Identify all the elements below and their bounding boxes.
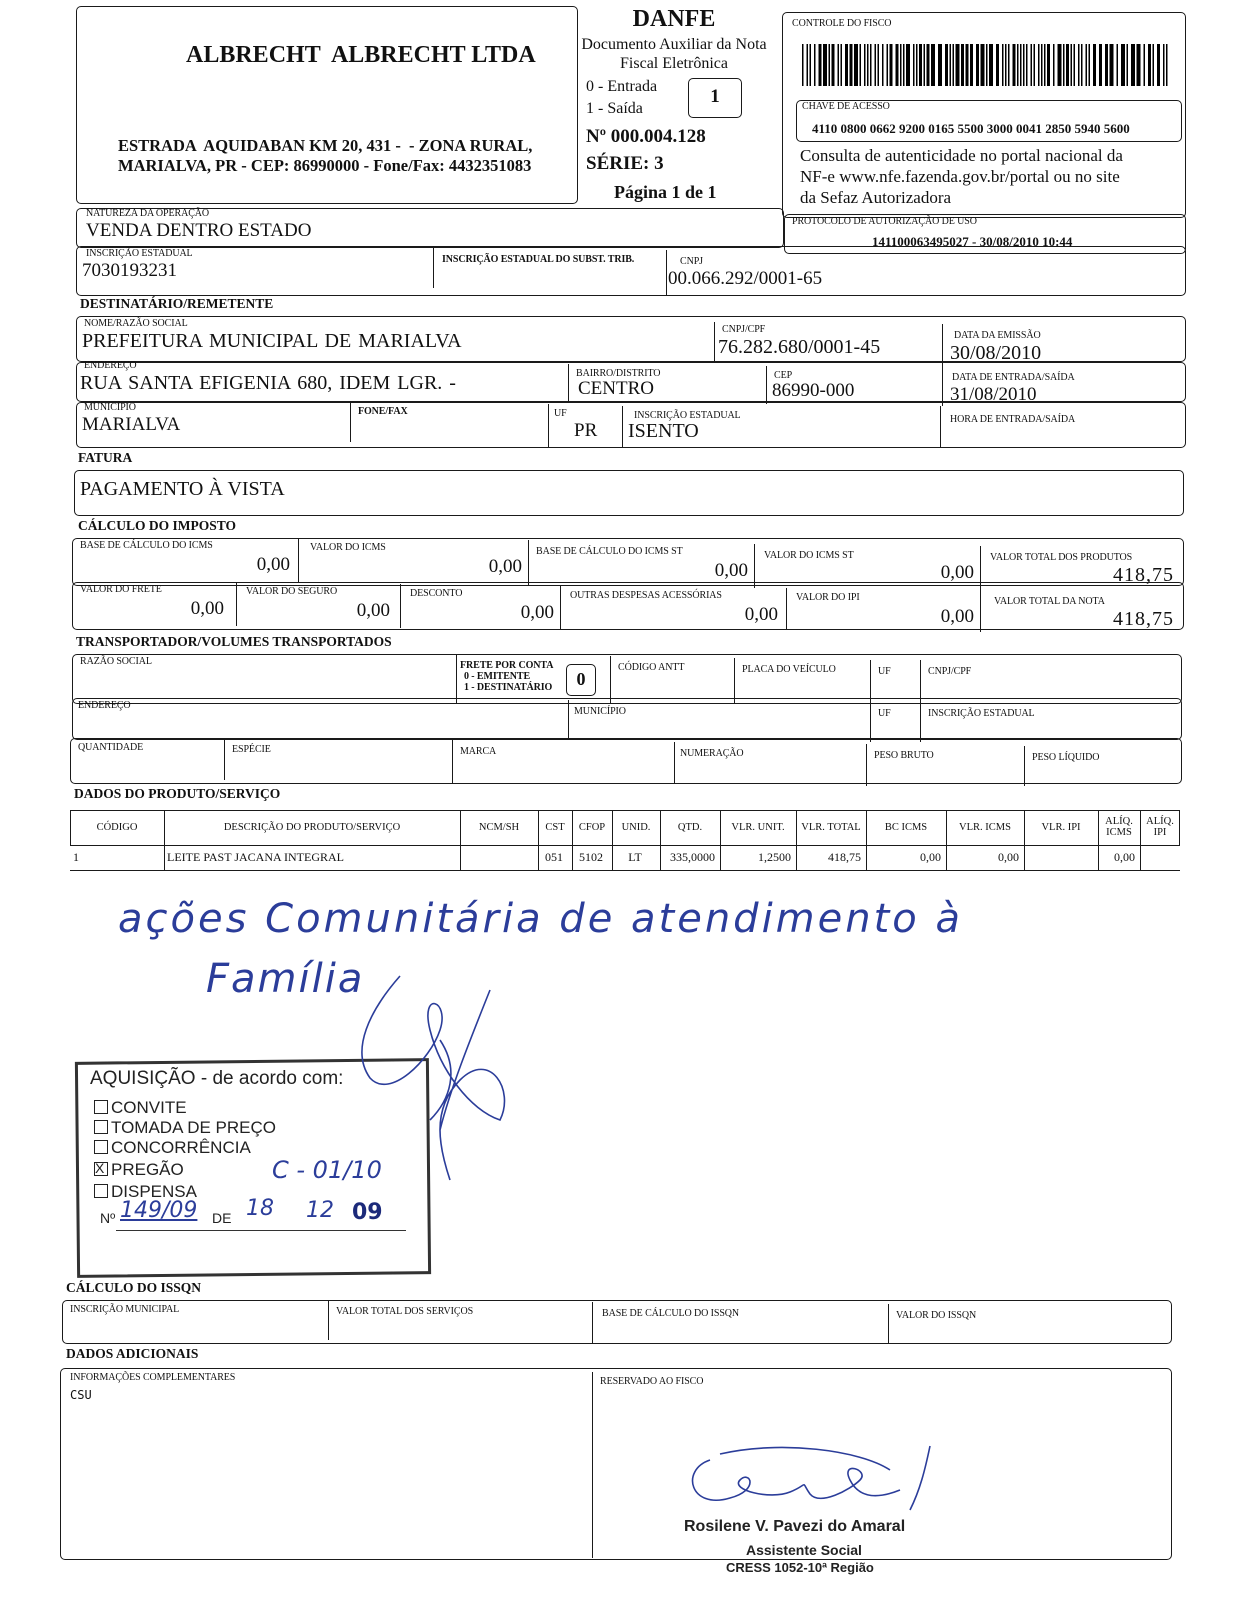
destinatario-title: DESTINATÁRIO/REMETENTE [80,296,274,311]
barcode-bar [1099,44,1102,86]
nota-numero: Nº 000.004.128 [586,126,706,147]
transp-placa-label: PLACA DO VEÍCULO [742,664,836,675]
barcode-bar [1020,44,1022,86]
transp-frete-label-1: FRETE POR CONTA [460,660,554,671]
issqn-div2 [592,1302,593,1344]
ie-divider-2 [666,250,667,296]
dest-nome-label: NOME/RAZÃO SOCIAL [84,318,188,329]
outras-value: 0,00 [744,604,778,625]
barcode-bar [1031,44,1033,86]
signer-role: Assistente Social [746,1542,862,1558]
produtos-cell: 335,0000 [670,850,715,864]
barcode-bar [1005,44,1007,86]
barcode-bar [860,44,862,86]
consulta-line2: NF-e www.nfe.fazenda.gov.br/portal ou no site [800,167,1120,186]
barcode-bar [1002,44,1004,86]
barcode-bar [1144,44,1146,86]
dest-fone-label: FONE/FAX [358,406,408,417]
produtos-column-header: VLR. UNIT. [731,822,785,833]
natureza-value: VENDA DENTRO ESTADO [86,220,312,241]
produtos-cell: 051 [545,850,563,864]
company-address-line2: MARIALVA, PR - CEP: 86990000 - Fone/Fax: 4432351083 [118,156,532,175]
issqn-im-label: INSCRIÇÃO MUNICIPAL [70,1304,180,1315]
adicionais-box [60,1368,1172,1560]
produtos-column-header: UNID. [621,822,651,833]
imp-r1-div2 [528,540,529,586]
tipo-value: 1 [710,86,720,107]
consulta-line1: Consulta de autenticidade no portal nacional da [800,146,1123,165]
barcode-bar [1044,44,1046,86]
consulta-line3: da Sefaz Autorizadora [800,188,952,207]
tipo-saida: 1 - Saída [586,100,643,117]
checkbox-pregao-checked [94,1162,108,1176]
barcode-bar [810,44,812,86]
dest-entrada-saida-value: 31/08/2010 [950,384,1037,405]
barcode-bar [875,44,877,86]
transp-especie-label: ESPÉCIE [232,744,271,755]
transp-frete-label-3: 1 - DESTINATÁRIO [464,682,553,693]
dest-r1-div2 [942,324,943,366]
company-address-line1: ESTRADA AQUIDABAN KM 20, 431 - - ZONA RURAL, [118,136,533,155]
checkbox-convite [94,1100,108,1114]
issqn-valor-label: VALOR DO ISSQN [896,1310,977,1321]
valor-icms-value: 0,00 [488,556,522,577]
valor-icms-st-value: 0,00 [940,562,974,583]
fisco-label: RESERVADO AO FISCO [600,1376,704,1387]
tipo-entrada: 0 - Entrada [586,78,658,95]
barcode-bar [1131,44,1135,86]
desconto-value: 0,00 [520,602,554,623]
transportador-title: TRANSPORTADOR/VOLUMES TRANSPORTADOS [76,634,392,649]
barcode-bar [945,44,948,86]
valor-icms-label: VALOR DO ICMS [310,542,386,553]
dest-r3-div4 [940,406,941,448]
produtos-cell: 0,00 [1114,850,1135,864]
emitente-cnpj-label: CNPJ [680,256,703,267]
transp-row2 [72,698,1182,740]
total-nota-label: VALOR TOTAL DA NOTA [994,596,1105,607]
barcode-bar [1127,44,1129,86]
dest-r1-div1 [714,322,715,362]
barcode-bar [1117,44,1119,86]
issqn-base-label: BASE DE CÁLCULO DO ISSQN [602,1308,740,1319]
stamp-no-label: Nº [100,1210,116,1226]
barcode-bar [1071,44,1073,86]
protocolo-label: PROTOCOLO DE AUTORIZAÇÃO DE USO [792,216,977,227]
dest-ie-value: ISENTO [628,420,699,442]
barcode-bar [916,44,918,86]
barcode-bar [981,44,985,86]
produtos-column-header: CÓDIGO [96,822,138,833]
transp-cnpj-label: CNPJ/CPF [928,666,972,677]
chave-value: 4110 0800 0662 9200 0165 5500 3000 0041 2850 5940 5600 [812,121,1130,136]
dest-r2-div2 [766,366,767,404]
produtos-column-header: BC ICMS [884,822,928,833]
produtos-col-divider [612,810,613,870]
barcode-bar [823,44,827,86]
barcode-bar [900,44,902,86]
produtos-col-divider [1024,810,1025,870]
imp-r2-div2 [400,584,401,628]
produtos-col-divider [946,810,947,870]
produtos-col-divider [538,810,539,870]
issqn-div3 [888,1304,889,1344]
barcode-bar [807,44,809,86]
barcode-bar [896,44,899,86]
produtos-cell: 0,00 [920,850,941,864]
info-value: CSU [70,1388,92,1402]
imp-r2-div1 [236,582,237,626]
transp-municipio-label: MUNICÍPIO [574,706,626,717]
checkbox-tomada [94,1120,108,1134]
barcode-bar [1047,44,1050,86]
transp-razao-label: RAZÃO SOCIAL [80,656,152,667]
danfe-title: DANFE [632,6,716,32]
total-produtos-value: 418,75 [1113,564,1174,586]
barcode-bar [1008,44,1010,86]
dest-r2-div1 [568,364,569,402]
signer-name: Rosilene V. Pavezi do Amaral [684,1518,906,1535]
barcode-bar [838,44,840,86]
dest-cep-value: 86990-000 [772,380,855,401]
base-icms-value: 0,00 [256,554,290,575]
barcode-bar [919,44,922,86]
barcode-bar [976,44,979,86]
barcode-bar [1066,44,1069,86]
tr-r2-div1 [568,700,569,740]
dest-r2-div3 [942,366,943,406]
barcode-bar [950,44,952,86]
barcode-bar [1038,44,1040,86]
barcode-bar [961,44,964,86]
transp-ie-label: INSCRIÇÃO ESTADUAL [928,708,1035,719]
controle-fisco-label: CONTROLE DO FISCO [792,18,892,29]
ipi-label: VALOR DO IPI [796,592,860,603]
tr-r1-div1 [456,654,457,704]
barcode [802,44,1172,86]
dest-municipio-value: MARIALVA [82,414,181,435]
adicionais-div [592,1372,593,1558]
barcode-bar [1017,44,1019,86]
handwritten-stamp-year: 09 [352,1200,383,1225]
total-nota-value: 418,75 [1113,608,1174,630]
handwritten-signature-2 [680,1440,960,1520]
dest-nome-value: PREFEITURA MUNICIPAL DE MARIALVA [82,330,462,352]
nota-serie: SÉRIE: 3 [586,153,664,174]
transp-antt-label: CÓDIGO ANTT [618,662,685,673]
barcode-bar [1058,44,1062,86]
chave-label: CHAVE DE ACESSO [802,101,890,112]
barcode-bar [819,44,822,86]
produtos-col-divider [866,810,867,870]
checkbox-dispensa [94,1184,108,1198]
barcode-bar [802,44,804,86]
barcode-bar [966,44,969,86]
barcode-bar [1034,44,1036,86]
imp-r2-div3 [560,586,561,630]
outras-label: OUTRAS DESPESAS ACESSÓRIAS [570,590,722,601]
barcode-bar [953,44,955,86]
produtos-col-divider [572,810,573,870]
produtos-col-divider [796,810,797,870]
barcode-bar [1013,44,1016,86]
barcode-bar [989,44,993,86]
ie-label: INSCRIÇÃO ESTADUAL [86,248,193,259]
tr-r3-div5 [1024,746,1025,786]
ie-subst-label: INSCRIÇÃO ESTADUAL DO SUBST. TRIB. [442,254,635,265]
stamp-title: AQUISIÇÃO - de acordo com: [90,1068,344,1089]
stamp-option-pregao [94,1160,184,1180]
dest-uf-value: PR [574,420,598,441]
barcode-bar [906,44,910,86]
barcode-bar [850,44,853,86]
transp-frete-label-2: 0 - EMITENTE [464,671,531,682]
base-icms-st-label: BASE DE CÁLCULO DO ICMS ST [536,546,683,557]
stamp-option-concorrencia [94,1138,251,1158]
handwritten-signature-1 [340,970,540,1200]
issqn-div1 [328,1300,329,1340]
tr-r2-div2 [870,702,871,742]
dest-r3-div2 [548,404,549,448]
transp-peso-liquido-label: PESO LÍQUIDO [1032,752,1100,763]
barcode-bar [1137,44,1141,86]
tr-r2-div3 [920,702,921,742]
company-name: ALBRECHT ALBRECHT LTDA [186,42,536,68]
info-label: INFORMAÇÕES COMPLEMENTARES [70,1372,236,1383]
barcode-bar [1157,44,1160,86]
barcode-bar [841,44,843,86]
desconto-label: DESCONTO [410,588,463,599]
imposto-title: CÁLCULO DO IMPOSTO [78,518,237,533]
barcode-bar [1053,44,1055,86]
tr-r3-div2 [452,740,453,784]
base-icms-st-value: 0,00 [714,560,748,581]
dest-entrada-saida-label: DATA DE ENTRADA/SAÍDA [952,372,1075,383]
issqn-servicos-label: VALOR TOTAL DOS SERVIÇOS [336,1306,474,1317]
dest-bairro-value: CENTRO [578,378,654,399]
barcode-bar [924,44,926,86]
dest-cep-label: CEP [774,370,793,381]
dest-hora-label: HORA DE ENTRADA/SAÍDA [950,414,1076,425]
barcode-bar [1081,44,1083,86]
handwritten-note-line1: ações Comunitária de atendimento à [118,896,963,942]
barcode-bar [1163,44,1165,86]
barcode-bar [1153,44,1155,86]
barcode-bar [832,44,835,86]
transp-endereco-label: ENDEREÇO [78,700,131,711]
imp-r2-div5 [980,590,981,632]
barcode-bar [1148,44,1151,86]
produtos-col-divider [460,810,461,870]
barcode-bar [938,44,942,86]
issqn-box [62,1300,1172,1344]
transp-numeracao-label: NUMERAÇÃO [680,748,744,759]
barcode-bar [867,44,869,86]
produtos-column-header: ALÍQ. ICMS [1105,816,1133,838]
valor-icms-st-label: VALOR DO ICMS ST [764,550,854,561]
barcode-bar [1110,44,1114,86]
barcode-bar [1078,44,1080,86]
stamp-option-concorrencia-label: CONCORRÊNCIA [111,1138,251,1157]
fatura-value: PAGAMENTO À VISTA [80,478,285,500]
stamp-option-convite-label: CONVITE [111,1098,187,1117]
barcode-bar [1166,44,1168,86]
barcode-bar [829,44,831,86]
produtos-title: DADOS DO PRODUTO/SERVIÇO [74,786,281,801]
handwritten-stamp-day: 18 [246,1196,274,1221]
barcode-bar [878,44,880,86]
produtos-column-header: ALÍQ. IPI [1146,816,1174,838]
frete-value: 0,00 [190,598,224,619]
stamp-option-convite [94,1098,187,1118]
produtos-column-header: CFOP [578,822,606,833]
emitente-cnpj-value: 00.066.292/0001-65 [668,268,823,289]
adicionais-title: DADOS ADICIONAIS [66,1346,199,1361]
fatura-title: FATURA [78,450,133,465]
frete-label: VALOR DO FRETE [80,584,162,595]
barcode-bar [1089,44,1091,86]
dest-ie-label: INSCRIÇÃO ESTADUAL [634,410,741,421]
barcode-bar [870,44,872,86]
produtos-column-header: VLR. ICMS [959,822,1011,833]
transp-marca-label: MARCA [460,746,497,757]
dest-uf-label: UF [554,408,567,419]
dest-r3-div1 [350,402,351,442]
barcode-bar [864,44,866,86]
barcode-bar [1086,44,1088,86]
handwritten-note-line2: Família [206,956,365,1002]
stamp-option-dispensa-label: DISPENSA [111,1182,197,1201]
barcode-bar [1121,44,1125,86]
barcode-bar [996,44,999,86]
transp-uf2-label: UF [878,708,891,719]
barcode-bar [986,44,988,86]
barcode-bar [931,44,935,86]
transp-frete-value: 0 [576,669,586,689]
checkbox-concorrencia [94,1140,108,1154]
produtos-cell: LT [628,850,642,864]
transp-peso-bruto-label: PESO BRUTO [874,750,934,761]
dest-r3-div3 [622,406,623,448]
ie-divider-1 [433,246,434,288]
natureza-label: NATUREZA DA OPERAÇÃO [86,208,210,219]
ipi-value: 0,00 [940,606,974,627]
dest-municipio-label: MUNICÍPIO [84,402,136,413]
total-produtos-label: VALOR TOTAL DOS PRODUTOS [990,552,1133,563]
produtos-cell: LEITE PAST JACANA INTEGRAL [167,850,345,864]
dest-cnpj-value: 76.282.680/0001-45 [718,336,881,358]
stamp-option-tomada-label: TOMADA DE PREÇO [111,1118,276,1137]
tr-r3-div4 [866,744,867,786]
barcode-bar [956,44,960,86]
produtos-col-divider [164,810,165,870]
transp-quantidade-label: QUANTIDADE [78,742,144,753]
handwritten-stamp-number: 149/09 [120,1198,198,1223]
barcode-bar [1074,44,1076,86]
produtos-column-header: CST [545,822,565,833]
imp-r1-div1 [298,538,299,582]
produtos-cell: 5102 [579,850,603,864]
protocolo-value: 141100063495027 - 30/08/2010 10:44 [872,234,1073,249]
imp-r2-div4 [786,588,787,630]
tr-r1-div2 [610,656,611,704]
base-icms-label: BASE DE CÁLCULO DO ICMS [80,540,213,551]
seguro-label: VALOR DO SEGURO [246,586,338,597]
barcode-bar [1026,44,1028,86]
produtos-cell: 0,00 [998,850,1019,864]
produtos-cell: 418,75 [828,850,861,864]
barcode-bar [1041,44,1043,86]
stamp-de-label: DE [212,1210,232,1226]
produtos-column-header: VLR. TOTAL [801,822,861,833]
barcode-bar [854,44,858,86]
dest-endereco-label: ENDEREÇO [84,360,137,371]
dest-endereco-value: RUA SANTA EFIGENIA 680, IDEM LGR. - [80,372,456,394]
dest-emissao-label: DATA DA EMISSÃO [954,330,1041,341]
stamp-underline [116,1230,406,1231]
dest-cnpj-label: CNPJ/CPF [722,324,766,335]
stamp-option-pregao-label: PREGÃO [111,1160,184,1179]
signer-registration: CRESS 1052-10ª Região [726,1560,874,1575]
barcode-bar [927,44,930,86]
stamp-option-tomada [94,1118,276,1138]
produtos-column-header: NCM/SH [478,822,520,833]
tr-r3-div1 [224,738,225,780]
dest-bairro-label: BAIRRO/DISTRITO [576,368,661,379]
produtos-row-bottom [70,870,1180,871]
barcode-bar [1063,44,1065,86]
barcode-bar [1105,44,1108,86]
danfe-subtitle-1: Documento Auxiliar da Nota [581,36,767,53]
ie-value: 7030193231 [82,260,177,281]
produtos-column-header: VLR. IPI [1041,822,1081,833]
danfe-subtitle-2: Fiscal Eletrônica [620,55,728,72]
produtos-col-divider [660,810,661,870]
barcode-bar [845,44,848,86]
handwritten-stamp-code: C - 01/10 [272,1156,382,1184]
barcode-bar [903,44,905,86]
produtos-cell: 1,2500 [758,850,791,864]
check-x-icon: X [95,1160,105,1176]
nota-pagina: Página 1 de 1 [614,182,717,202]
barcode-bar [890,44,893,86]
produtos-column-header: QTD. [677,822,703,833]
transp-uf-label: UF [878,666,891,677]
tr-r3-div3 [674,742,675,784]
barcode-bar [887,44,889,86]
barcode-bar [970,44,973,86]
dest-emissao-value: 30/08/2010 [950,342,1042,364]
produtos-column-header: DESCRIÇÃO DO PRODUTO/SERVIÇO [223,822,401,833]
produtos-cell: 1 [73,850,79,864]
barcode-bar [1023,44,1025,86]
seguro-value: 0,00 [356,600,390,621]
barcode-bar [882,44,884,86]
barcode-bar [913,44,915,86]
handwritten-stamp-month: 12 [306,1198,334,1223]
produtos-col-divider [720,810,721,870]
barcode-bar [814,44,816,86]
barcode-bar [1093,44,1096,86]
issqn-title: CÁLCULO DO ISSQN [66,1280,202,1295]
